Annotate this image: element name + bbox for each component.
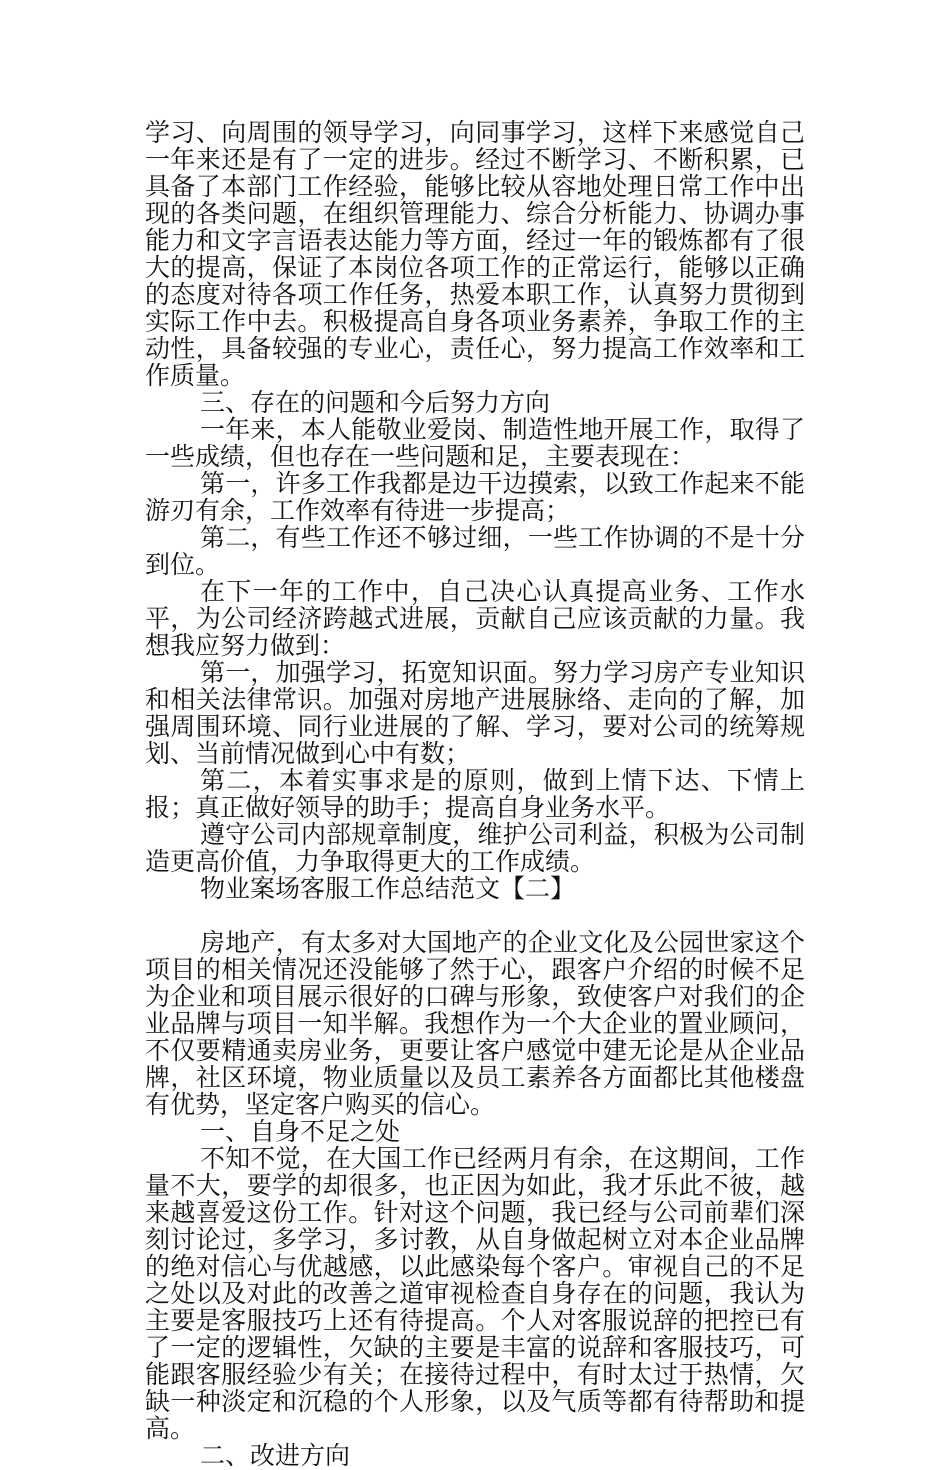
paragraph-continued: 学习、向周围的领导学习，向同事学习，这样下来感觉自己一年来还是有了一定的进步。经过不断学习、不断积累，已具备了本部门工作经验，能够比较从容地处理日常工作中出现的各类问题，在组织管理能力、综合分析能力、协调办事能力和文字言语表达能力等方面，经过一年的锻炼都有了很大的提高，保证了本岗位各项工作的正常运行，能够以正确的态度对待各项工作任务，热爱本职工作，认真努力贯彻到实际工作中去。积极提高自身各项业务素养，争取工作的主动性，具备较强的专业心，责任心，努力提高工作效率和工作质量。 (145, 118, 805, 390)
blank-line (145, 902, 805, 929)
article-title-two: 物业案场客服工作总结范文【二】 (200, 874, 576, 903)
paragraph-goal-first: 第一，加强学习，拓宽知识面。努力学习房产专业知识和相关法律常识。加强对房地产进展脉络、走向的了解，加强周围环境、同行业进展的了解、学习，要对公司的统筹规划、当前情况做到心中有数； (145, 658, 805, 768)
paragraph-problems-intro: 一年来，本人能敬业爱岗、制造性地开展工作，取得了一些成绩，但也存在一些问题和足，主要表现在： (145, 415, 805, 471)
paragraph-rules: 遵守公司内部规章制度，维护公司利益，积极为公司制造更高价值，力争取得更大的工作成绩。 (145, 820, 805, 876)
paragraph-shortcomings: 不知不觉，在大国工作已经两月有余，在这期间，工作量不大，要学的却很多，也正因为如此，我才乐此不彼，越来越喜爱这份工作。针对这个问题，我已经与公司前辈们深刻讨论过，多学习，多讨教，从自身做起树立对本企业品牌的绝对信心与优越感，以此感染每个客户。审视自己的不足之处以及对此的改善之道审视检查自身存在的问题，我认为主要是客服技巧上还有待提高。个人对客服说辞的把控已有了一定的逻辑性，欠缺的主要是丰富的说辞和客服技巧，可能跟客服经验少有关；在接待过程中，有时太过于热情，欠缺一种淡定和沉稳的个人形象，以及气质等都有待帮助和提高。 (145, 1144, 805, 1443)
document-page (145, 119, 805, 1469)
section-heading-problems: 三、存在的问题和今后努力方向 (200, 388, 551, 417)
paragraph-problem-second: 第二，有些工作还不够过细，一些工作协调的不是十分到位。 (145, 523, 805, 579)
section-heading-shortcomings: 一、自身不足之处 (200, 1117, 401, 1146)
paragraph-problem-first: 第一，许多工作我都是边干边摸索，以致工作起来不能游刃有余，工作效率有待进一步提高； (145, 469, 805, 525)
paragraph-real-estate: 房地产，有太多对大国地产的企业文化及公园世家这个项目的相关情况还没能够了然于心，跟客户介绍的时候不足为企业和项目展示很好的口碑与形象，致使客户对我们的企业品牌与项目一知半解。我想作为一个大企业的置业顾问，不仅要精通卖房业务，更要让客户感觉中建无论是从企业品牌，社区环境，物业质量以及员工素养各方面都比其他楼盘有优势，坚定客户购买的信心。 (145, 928, 805, 1119)
paragraph-goal-second: 第二，本着实事求是的原则，做到上情下达、下情上报；真正做好领导的助手；提高自身业务水平。 (145, 766, 805, 822)
paragraph-next-year: 在下一年的工作中，自己决心认真提高业务、工作水平，为公司经济跨越式进展，贡献自己应该贡献的力量。我想我应努力做到： (145, 577, 805, 660)
section-heading-improvement: 二、改进方向 (200, 1441, 351, 1470)
